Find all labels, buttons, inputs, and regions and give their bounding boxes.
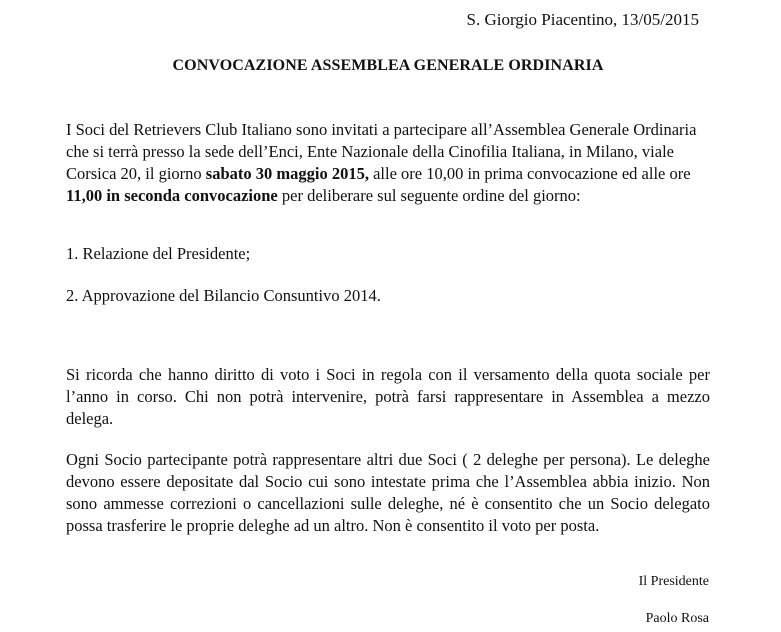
meeting-date: sabato 30 maggio 2015, bbox=[205, 164, 369, 183]
place-date: S. Giorgio Piacentino, 13/05/2015 bbox=[466, 10, 699, 29]
agenda-item: 1. Relazione del Presidente; bbox=[66, 244, 251, 263]
delegations-paragraph: Ogni Socio partecipante potrà rappresentare altri due Soci ( 2 deleghe per persona). Le deleghe devono essere depositate dal Socio cui sono intestate prima che l’Assemblea abbia inizio. Non sono ammesse correzioni o cancellazioni sulle deleghe, né è consentito che un Socio delegato possa trasferire le proprie deleghe ad un altro. Non è consentito il voto per posta. bbox=[66, 450, 710, 535]
reminder-paragraph: Si ricorda che hanno diritto di voto i Soci in regola con il versamento della quota sociale per l’anno in corso. Chi non potrà intervenire, potrà farsi rappresentare in Assemblea a mezzo delega. bbox=[66, 365, 710, 428]
signature-role: Il Presidente bbox=[638, 574, 709, 589]
signature-name: Paolo Rosa bbox=[645, 611, 709, 626]
intro-paragraph bbox=[66, 119, 710, 207]
intro-text-2: alle ore 10,00 in prima convocazione ed alle ore bbox=[368, 164, 691, 183]
intro-text-1: I Soci del Retrievers Club Italiano sono invitati a partecipare all’Assemblea Generale Ordinaria che si terrà presso la sede dell’Enci, Ente Nazionale della Cinofilia Italiana, in Milano, viale Corsica 20, il giorno bbox=[66, 120, 697, 183]
second-convocation: 11,00 in seconda convocazione bbox=[66, 186, 278, 205]
intro-text-3: per deliberare sul seguente ordine del giorno: bbox=[277, 186, 581, 205]
agenda-item: 2. Approvazione del Bilancio Consuntivo 2014. bbox=[66, 286, 381, 305]
document-title: CONVOCAZIONE ASSEMBLEA GENERALE ORDINARIA bbox=[172, 57, 604, 74]
